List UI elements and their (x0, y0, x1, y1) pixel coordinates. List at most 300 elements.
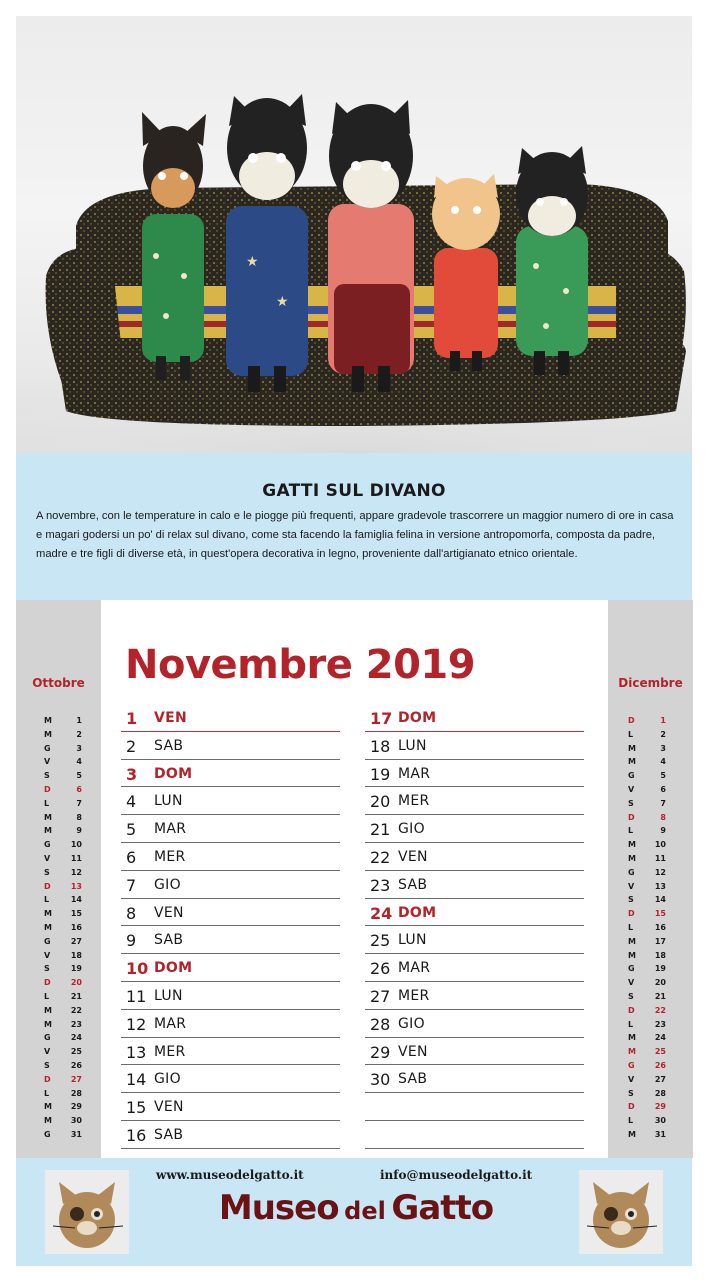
day-number: 13 (126, 1042, 147, 1062)
day-row (121, 1093, 340, 1121)
mini-day-row (16, 1075, 101, 1089)
mini-day-row (608, 964, 693, 978)
mini-day-row (608, 1116, 693, 1130)
mini-day-letter: V (628, 1074, 635, 1084)
cat-figure-blue (226, 94, 308, 392)
day-weekday: MAR (398, 765, 431, 782)
mini-day-number: 27 (654, 1074, 666, 1084)
mini-day-row (608, 1006, 693, 1020)
mini-day-letter: S (628, 991, 634, 1001)
mini-day-letter: V (628, 978, 635, 988)
mini-day-number: 10 (70, 840, 82, 850)
mini-day-number: 25 (654, 1047, 666, 1057)
day-weekday: MAR (398, 960, 431, 977)
mini-day-letter: D (44, 1074, 51, 1084)
mini-day-letter: D (44, 978, 51, 988)
day-row (121, 954, 340, 982)
mini-day-row (16, 799, 101, 813)
mini-day-row (608, 868, 693, 882)
day-weekday: MAR (154, 1015, 187, 1032)
mini-day-letter: M (628, 757, 636, 767)
mini-day-number: 25 (70, 1047, 82, 1057)
mini-day-number: 28 (70, 1088, 82, 1098)
mini-day-letter: V (44, 757, 51, 767)
mini-day-number: 8 (660, 812, 666, 822)
days-column-2 (365, 704, 584, 1149)
svg-text:★: ★ (246, 253, 259, 269)
day-number: 23 (370, 875, 391, 895)
day-number: 10 (126, 959, 149, 979)
knitted-cat-icon (579, 1170, 663, 1254)
mini-day-row (608, 840, 693, 854)
cat-figure-orange (432, 174, 500, 371)
main-calendar (101, 600, 608, 1158)
day-number: 2 (126, 736, 137, 756)
mini-day-letter: L (44, 1088, 50, 1098)
mini-day-number: 14 (654, 895, 666, 905)
day-weekday: MER (398, 987, 430, 1004)
day-number: 14 (126, 1070, 147, 1090)
mini-day-number: 11 (70, 853, 82, 863)
day-number: 1 (126, 709, 138, 728)
day-row (121, 1010, 340, 1038)
mini-day-letter: M (44, 1102, 52, 1112)
day-weekday: VEN (398, 1043, 428, 1060)
day-number: 15 (126, 1098, 147, 1118)
mini-day-row (16, 1061, 101, 1075)
mini-day-number: 11 (654, 853, 666, 863)
mini-day-row (16, 744, 101, 758)
day-number: 12 (126, 1014, 147, 1034)
mini-day-number: 28 (654, 1088, 666, 1098)
mini-day-row (16, 1130, 101, 1144)
email-link[interactable]: info@museodelgatto.it (380, 1168, 533, 1182)
mini-day-row (608, 1061, 693, 1075)
day-number: 18 (370, 736, 391, 756)
mini-day-letter: V (628, 881, 635, 891)
mini-day-row (16, 1089, 101, 1103)
mini-day-number: 20 (70, 978, 82, 988)
mini-day-number: 3 (76, 743, 82, 753)
mini-day-letter: L (44, 895, 50, 905)
mini-day-number: 9 (76, 826, 82, 836)
day-row (365, 1038, 584, 1066)
mini-day-row (608, 1047, 693, 1061)
mini-day-row (16, 1033, 101, 1047)
mini-day-letter: M (628, 1033, 636, 1043)
mini-day-letter: M (628, 936, 636, 946)
day-weekday: MAR (154, 821, 187, 838)
mini-day-number: 12 (654, 867, 666, 877)
mini-day-number: 6 (660, 784, 666, 794)
day-number: 5 (126, 820, 137, 840)
mini-day-number: 22 (654, 1005, 666, 1015)
mini-day-number: 9 (660, 826, 666, 836)
mini-day-number: 13 (70, 881, 82, 891)
day-weekday: DOM (398, 710, 437, 726)
mini-day-row (608, 716, 693, 730)
day-row (121, 899, 340, 927)
day-number: 17 (370, 709, 393, 728)
mini-day-number: 23 (70, 1019, 82, 1029)
day-row (121, 843, 340, 871)
mini-day-letter: G (44, 743, 51, 753)
mini-day-number: 26 (70, 1060, 82, 1070)
mini-day-row (16, 716, 101, 730)
mini-day-row (608, 757, 693, 771)
mini-day-row (16, 813, 101, 827)
mini-day-letter: G (44, 840, 51, 850)
day-number: 11 (126, 986, 147, 1006)
mini-day-number: 30 (70, 1116, 82, 1126)
day-number: 21 (370, 820, 391, 840)
mini-day-row (16, 826, 101, 840)
mini-day-number: 20 (654, 978, 666, 988)
day-row (365, 843, 584, 871)
day-weekday: LUN (398, 737, 427, 754)
mini-day-number: 21 (70, 991, 82, 1001)
mini-day-number: 15 (70, 909, 82, 919)
day-number: 6 (126, 847, 137, 867)
description-text: A novembre, con le temperature in calo e le piogge più frequenti, appare gradevole trascorrere un maggior numero di ore in casa e magari godersi un po' di relax sul divano, come sta facendo la famiglia felina in versione antropomorfa, composta da padre, madre e tre figli di diverse età, in quest'opera decorativa in legno, proveniente dall'artigianato etnico orientale. (36, 510, 674, 560)
previous-month-mini-calendar (16, 716, 101, 1144)
day-row (365, 1010, 584, 1038)
mini-day-number: 26 (654, 1060, 666, 1070)
mini-day-number: 24 (70, 1033, 82, 1043)
mini-day-number: 14 (70, 895, 82, 905)
day-row (121, 871, 340, 899)
mini-day-row (608, 1102, 693, 1116)
mini-day-row (608, 882, 693, 896)
mini-day-number: 8 (76, 812, 82, 822)
day-row (365, 787, 584, 815)
mini-day-row (608, 799, 693, 813)
mini-day-letter: L (628, 922, 634, 932)
day-row (365, 732, 584, 760)
mini-day-letter: S (628, 1088, 634, 1098)
mini-day-letter: D (628, 716, 635, 725)
mini-day-letter: G (44, 1129, 51, 1139)
mini-day-letter: M (44, 826, 52, 836)
mini-day-letter: M (628, 743, 636, 753)
mini-day-row (608, 1033, 693, 1047)
mini-day-letter: G (628, 867, 635, 877)
mini-day-letter: M (44, 1019, 52, 1029)
mini-day-number: 17 (654, 936, 666, 946)
mini-day-letter: S (44, 867, 50, 877)
cats-on-sofa-illustration (16, 16, 692, 453)
day-weekday: VEN (154, 904, 184, 921)
mini-day-number: 1 (660, 716, 666, 725)
mini-day-letter: M (628, 1129, 636, 1139)
mini-day-letter: V (44, 1047, 51, 1057)
day-row (121, 1038, 340, 1066)
mini-day-number: 30 (654, 1116, 666, 1126)
mini-day-row (16, 1047, 101, 1061)
mini-day-number: 1 (76, 716, 82, 725)
day-number: 24 (370, 903, 393, 923)
day-weekday: VEN (398, 848, 428, 865)
mini-day-row (16, 978, 101, 992)
day-weekday: LUN (154, 987, 183, 1004)
mini-day-number: 5 (660, 771, 666, 781)
mini-day-letter: G (628, 964, 635, 974)
mini-day-number: 31 (654, 1129, 666, 1139)
day-weekday: SAB (398, 1071, 428, 1088)
museo-del-gatto-logo (186, 1188, 526, 1228)
mini-day-letter: S (44, 964, 50, 974)
day-number: 16 (126, 1125, 147, 1145)
mini-day-number: 18 (70, 950, 82, 960)
day-row (365, 899, 584, 927)
day-number: 20 (370, 792, 391, 812)
mini-day-letter: M (628, 853, 636, 863)
cover-photo (16, 16, 692, 453)
days-column-1 (121, 704, 340, 1149)
day-row (365, 1065, 584, 1093)
mini-day-number: 2 (660, 729, 666, 739)
mini-day-number: 16 (654, 922, 666, 932)
day-row (365, 760, 584, 788)
mini-day-number: 7 (76, 798, 82, 808)
day-number: 9 (126, 931, 137, 951)
day-weekday: MER (154, 848, 186, 865)
day-weekday: GIO (154, 876, 181, 893)
mini-day-row (16, 923, 101, 937)
mini-day-row (608, 909, 693, 923)
day-row (365, 926, 584, 954)
mini-day-row (608, 1020, 693, 1034)
day-number: 4 (126, 792, 137, 812)
day-row (121, 1065, 340, 1093)
day-number: 7 (126, 875, 137, 895)
knitted-cat-icon (45, 1170, 129, 1254)
mini-day-letter: M (44, 716, 52, 725)
mini-day-letter: M (628, 840, 636, 850)
mini-day-letter: G (44, 1033, 51, 1043)
day-number: 25 (370, 931, 391, 951)
mini-day-row (608, 923, 693, 937)
description-title: GATTI SUL DIVANO (262, 481, 446, 501)
day-row (365, 871, 584, 899)
mini-day-number: 27 (70, 1074, 82, 1084)
day-weekday: LUN (398, 932, 427, 949)
mini-day-row (16, 868, 101, 882)
mini-day-row (16, 909, 101, 923)
mini-day-letter: V (44, 853, 51, 863)
day-number: 8 (126, 903, 137, 923)
day-row (365, 954, 584, 982)
mini-day-letter: L (44, 798, 50, 808)
mini-day-number: 12 (70, 867, 82, 877)
day-row (121, 787, 340, 815)
mini-day-number: 24 (654, 1033, 666, 1043)
mini-day-row (16, 937, 101, 951)
mini-day-row (608, 895, 693, 909)
mini-day-letter: M (44, 812, 52, 822)
mini-day-number: 19 (70, 964, 82, 974)
day-weekday: GIO (154, 1071, 181, 1088)
day-row (365, 1093, 584, 1121)
day-row (365, 815, 584, 843)
mini-day-letter: G (628, 771, 635, 781)
day-weekday: DOM (154, 765, 193, 782)
mini-day-row (16, 854, 101, 868)
mini-day-letter: M (44, 1116, 52, 1126)
mini-day-letter: D (44, 881, 51, 891)
day-weekday: SAB (398, 876, 428, 893)
mini-day-number: 6 (76, 784, 82, 794)
month-title: Novembre 2019 (125, 642, 476, 688)
mini-day-number: 29 (70, 1102, 82, 1112)
mini-day-letter: D (628, 812, 635, 822)
mini-day-letter: L (628, 1116, 634, 1126)
day-row (121, 732, 340, 760)
mini-day-letter: L (44, 991, 50, 1001)
mini-day-letter: S (44, 1060, 50, 1070)
mini-day-letter: G (44, 936, 51, 946)
mini-day-number: 10 (654, 840, 666, 850)
mini-day-row (608, 744, 693, 758)
website-link[interactable]: www.museodelgatto.it (156, 1168, 304, 1182)
cat-figure-pink (328, 100, 414, 392)
day-row (121, 704, 340, 732)
mini-day-row (16, 964, 101, 978)
day-weekday: DOM (154, 960, 193, 977)
day-number: 27 (370, 986, 391, 1006)
mini-day-number: 5 (76, 771, 82, 781)
mini-day-number: 16 (70, 922, 82, 932)
mini-day-row (16, 1020, 101, 1034)
day-weekday: VEN (154, 710, 188, 726)
mini-day-letter: G (628, 1060, 635, 1070)
mini-day-number: 23 (654, 1019, 666, 1029)
footer-band (16, 1158, 692, 1266)
mini-day-number: 15 (654, 909, 666, 919)
mini-day-letter: D (628, 1102, 635, 1112)
previous-month-title: Ottobre (32, 676, 85, 690)
day-weekday: SAB (154, 737, 184, 754)
mini-day-letter: M (628, 1047, 636, 1057)
mini-day-number: 19 (654, 964, 666, 974)
mini-day-letter: D (44, 784, 51, 794)
day-row (365, 1121, 584, 1149)
day-number: 22 (370, 847, 391, 867)
day-number: 19 (370, 764, 391, 784)
day-weekday: DOM (398, 904, 437, 921)
day-number: 3 (126, 764, 138, 784)
mini-day-row (16, 730, 101, 744)
day-row (121, 982, 340, 1010)
mini-day-row (16, 757, 101, 771)
mini-day-letter: L (628, 1019, 634, 1029)
mini-day-number: 2 (76, 729, 82, 739)
mini-day-letter: L (628, 826, 634, 836)
day-weekday: GIO (398, 1015, 425, 1032)
mini-day-row (16, 992, 101, 1006)
day-weekday: MER (398, 793, 430, 810)
day-weekday: GIO (398, 821, 425, 838)
mini-day-letter: M (628, 950, 636, 960)
mini-day-row (608, 771, 693, 785)
mini-day-number: 27 (70, 936, 82, 946)
mini-day-row (16, 1006, 101, 1020)
logo-word-gatto: Gatto (391, 1188, 494, 1228)
mini-day-number: 31 (70, 1129, 82, 1139)
mini-day-number: 7 (660, 798, 666, 808)
mini-day-letter: M (44, 922, 52, 932)
day-weekday: VEN (154, 1099, 184, 1116)
mini-day-row (16, 895, 101, 909)
mini-day-row (608, 937, 693, 951)
day-weekday: SAB (154, 1126, 184, 1143)
mini-day-row (16, 771, 101, 785)
day-number: 30 (370, 1070, 391, 1090)
mini-day-row (608, 951, 693, 965)
previous-month-column (16, 600, 101, 1158)
mini-day-letter: M (44, 1005, 52, 1015)
next-month-column (608, 600, 693, 1158)
cat-figure-green-right (516, 146, 588, 375)
mini-day-number: 22 (70, 1005, 82, 1015)
mini-day-letter: M (44, 729, 52, 739)
mini-day-number: 29 (654, 1102, 666, 1112)
mini-day-letter: S (44, 771, 50, 781)
day-row (121, 1121, 340, 1149)
day-row (365, 982, 584, 1010)
day-row (121, 760, 340, 788)
mini-day-letter: V (628, 784, 635, 794)
mini-day-row (608, 1089, 693, 1103)
mini-day-number: 13 (654, 881, 666, 891)
mini-day-letter: L (628, 729, 634, 739)
mini-day-letter: V (44, 950, 51, 960)
logo-word-museo: Museo (218, 1188, 339, 1228)
svg-text:★: ★ (276, 293, 289, 309)
mini-day-row (16, 882, 101, 896)
mini-day-number: 4 (660, 757, 666, 767)
cat-figure-green-left (142, 112, 206, 380)
day-number: 28 (370, 1014, 391, 1034)
mini-day-row (608, 826, 693, 840)
day-row (365, 704, 584, 732)
mini-day-row (608, 1130, 693, 1144)
next-month-mini-calendar (608, 716, 693, 1144)
mini-day-row (16, 840, 101, 854)
day-number: 26 (370, 959, 391, 979)
mini-day-row (608, 730, 693, 744)
logo-word-del: del (344, 1197, 386, 1225)
mini-day-number: 21 (654, 991, 666, 1001)
mini-day-row (608, 992, 693, 1006)
mini-day-number: 4 (76, 757, 82, 767)
day-row (121, 815, 340, 843)
mini-day-row (608, 1075, 693, 1089)
next-month-title: Dicembre (618, 676, 683, 690)
day-row (121, 926, 340, 954)
mini-day-row (16, 951, 101, 965)
mini-day-row (608, 813, 693, 827)
mini-day-letter: D (628, 1005, 635, 1015)
description-band (16, 453, 692, 600)
mini-day-number: 3 (660, 743, 666, 753)
mini-day-row (608, 978, 693, 992)
day-number: 29 (370, 1042, 391, 1062)
day-weekday: MER (154, 1043, 186, 1060)
mini-day-letter: M (44, 909, 52, 919)
day-weekday: SAB (154, 932, 184, 949)
mini-day-row (608, 785, 693, 799)
